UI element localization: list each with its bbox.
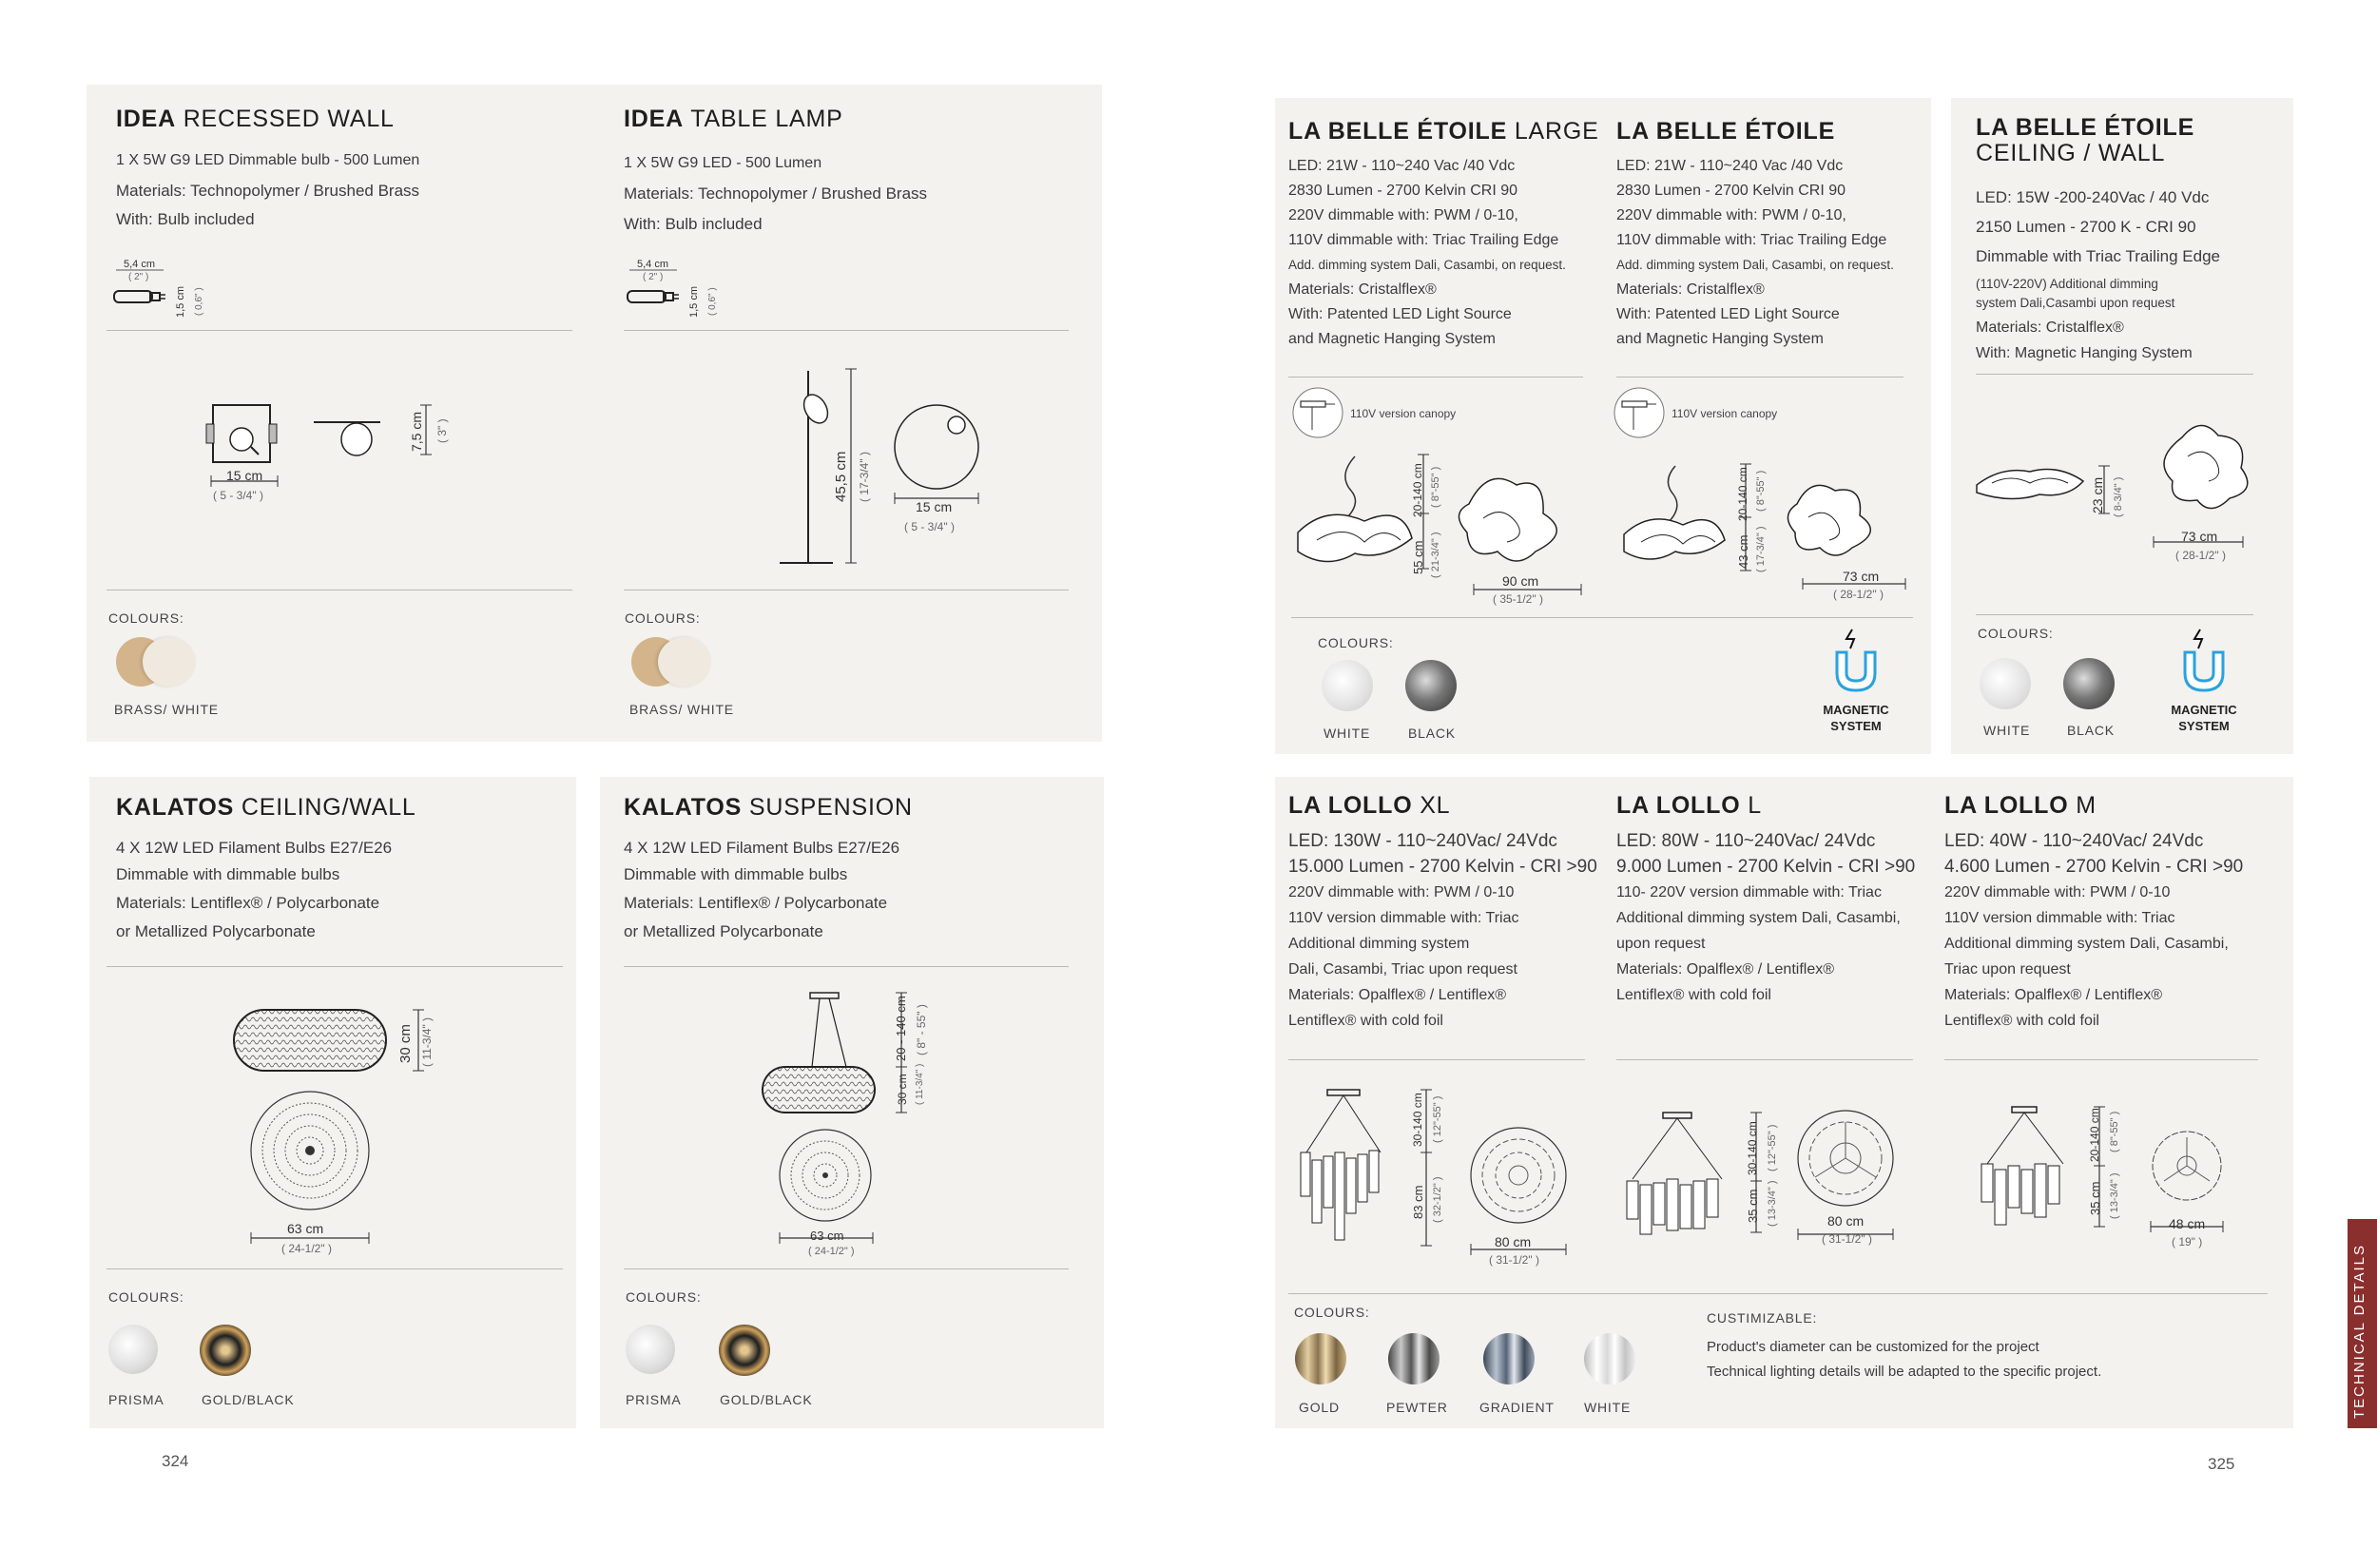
belle-magnetic-label: MAGNETIC SYSTEM xyxy=(1823,703,1889,733)
idea-table-specs: 1 X 5W G9 LED - 500 Lumen Materials: Technopolymer / Brushed Brass With: Bulb included xyxy=(624,155,928,233)
idea-table-dim-w: 15 cm xyxy=(916,499,953,514)
belle-specs: LED: 21W - 110~240 Vac /40 Vdc 2830 Lumen - 2700 Kelvin CRI 90 220V dimmable with: PWM / 0-10, 110V dimmable with: Triac Trailing Edge Add. dimming system Dali, Casambi, on request. Materials: Cristalflex® With: Patented LED Light Source and Magnetic Hanging System xyxy=(1616,158,1894,347)
belle-wall-rule-top xyxy=(1976,374,2253,375)
idea-recessed-colours-label: COLOURS: xyxy=(108,610,184,626)
gold-black-swatch[interactable] xyxy=(719,1325,770,1376)
lollo-l-rule-top xyxy=(1616,1059,1913,1060)
idea-table-bulb-h: 1,5 cm xyxy=(688,285,700,318)
lollo-xl-dim-h-in: ( 32-1/2" ) xyxy=(1432,1176,1443,1223)
idea-recessed-dim-w-in: ( 5 - 3/4" ) xyxy=(213,489,263,502)
magnet-icon xyxy=(2181,628,2227,694)
lollo-m-dim-h-in: ( 13-3/4" ) xyxy=(2109,1172,2120,1219)
belle-wall-rule-bottom xyxy=(1976,614,2253,615)
idea-recessed-dim-h-in: ( 3" ) xyxy=(435,418,449,443)
white-swatch[interactable] xyxy=(1322,660,1373,711)
kalatos-suspension-rule-bottom xyxy=(624,1268,1069,1269)
lollo-rule-bottom xyxy=(1288,1293,2268,1294)
page-number-right: 325 xyxy=(2208,1455,2235,1473)
lollo-m-dim-cable-in: ( 8"-55" ) xyxy=(2109,1111,2120,1152)
white-swatch[interactable] xyxy=(1584,1333,1635,1384)
kalatos-suspension-specs: 4 X 12W LED Filament Bulbs E27/E26 Dimmable with dimmable bulbs Materials: Lentiflex® / Polycarbonate or Metallized Polycarbonate xyxy=(624,839,900,940)
belle-wall-colours-label: COLOURS: xyxy=(1978,626,2054,641)
lollo-xl-dim-w: 80 cm xyxy=(1495,1234,1532,1249)
idea-recessed-rule-top xyxy=(106,330,572,331)
belle-large-dim-cable-in: ( 8"-55" ) xyxy=(1430,466,1441,508)
lollo-colours-label: COLOURS: xyxy=(1294,1305,1370,1320)
lollo-colour-4: WHITE xyxy=(1584,1400,1632,1415)
lollo-l-dim-h: 35 cm xyxy=(1746,1189,1760,1223)
idea-table-rule-top xyxy=(624,330,1069,331)
kalatos-ceiling-dim-w-in: ( 24-1/2" ) xyxy=(281,1242,332,1255)
belle-wall-colour-2: BLACK xyxy=(2067,723,2115,738)
kalatos-suspension-colours-label: COLOURS: xyxy=(626,1289,702,1305)
pewter-swatch[interactable] xyxy=(1388,1333,1440,1384)
lollo-m-dim-w-in: ( 19" ) xyxy=(2172,1235,2203,1249)
belle-large-dim-w: 90 cm xyxy=(1502,573,1539,589)
kalatos-ceiling-colour-1: PRISMA xyxy=(108,1392,164,1407)
belle-dim-w: 73 cm xyxy=(1843,569,1880,584)
kalatos-ceiling-dim-h: 30 cm xyxy=(397,1024,414,1063)
idea-recessed-bulb-w-in: ( 2" ) xyxy=(128,272,149,282)
idea-table-bulb-w: 5,4 cm xyxy=(637,259,669,270)
belle-wall-magnetic-label: MAGNETIC SYSTEM xyxy=(2171,703,2237,733)
belle-canopy-label: 110V version canopy xyxy=(1672,407,1778,420)
idea-table-title: IDEA TABLE LAMP xyxy=(624,106,843,132)
lollo-xl-dim-cable-in: ( 12"-55" ) xyxy=(1432,1095,1443,1143)
idea-recessed-dim-h: 7,5 cm xyxy=(409,411,424,452)
lollo-m-dim-h: 35 cm xyxy=(2088,1181,2102,1215)
idea-recessed-specs: 1 X 5W G9 LED Dimmable bulb - 500 Lumen Materials: Technopolymer / Brushed Brass With: Bulb included xyxy=(116,152,420,228)
belle-rule-bottom xyxy=(1291,617,1913,618)
lollo-l-dim-cable: 30-140 cm xyxy=(1746,1121,1759,1175)
idea-table-bulb-h-in: ( 0,6" ) xyxy=(707,287,718,316)
belle-colour-1: WHITE xyxy=(1324,726,1371,741)
lollo-m-specs: LED: 40W - 110~240Vac/ 24Vdc 4.600 Lumen - 2700 Kelvin - CRI >90 220V dimmable with: PWM / 0-10 110V version dimmable with: Triac Additional dimming system Dali, Casambi, Triac upon request Materials: Opalflex® / Lentiflex® Lentiflex® with cold foil xyxy=(1944,831,2244,1029)
belle-wall-dim-h-in: ( 8-3/4" ) xyxy=(2113,476,2124,517)
kalatos-suspension-dim-cable-in: ( 8" - 55" ) xyxy=(915,1004,928,1055)
customizable-text: Product's diameter can be customized for the project Technical lighting details will be adapted to the specific project. xyxy=(1707,1339,2102,1380)
lollo-xl-dim-h: 83 cm xyxy=(1411,1185,1425,1219)
idea-recessed-bulb-w: 5,4 cm xyxy=(124,259,156,270)
belle-title: LA BELLE ÉTOILE xyxy=(1616,118,1836,145)
magnet-icon xyxy=(1833,628,1879,694)
prisma-swatch[interactable] xyxy=(108,1325,158,1374)
kalatos-ceiling-colour-2: GOLD/BLACK xyxy=(202,1392,295,1407)
kalatos-suspension-dim-w-in: ( 24-1/2" ) xyxy=(808,1246,855,1257)
lollo-m-dim-cable: 20-140 cm xyxy=(2088,1108,2101,1162)
idea-table-colours-label: COLOURS: xyxy=(625,610,701,626)
kalatos-suspension-rule-top xyxy=(624,966,1069,967)
gradient-swatch[interactable] xyxy=(1483,1333,1535,1384)
idea-table-bulb-w-in: ( 2" ) xyxy=(643,272,664,282)
belle-colour-2: BLACK xyxy=(1408,726,1456,741)
belle-dim-cable: 20-140 cm xyxy=(1736,467,1749,521)
kalatos-suspension-dim-h-in: ( 11-3/4" ) xyxy=(915,1063,925,1105)
lollo-m-rule-top xyxy=(1944,1059,2258,1060)
idea-recessed-bulb-h-in: ( 0,6" ) xyxy=(194,287,204,316)
lollo-l-dim-w: 80 cm xyxy=(1827,1213,1865,1229)
kalatos-ceiling-dim-w: 63 cm xyxy=(287,1221,324,1236)
canopy-icon xyxy=(1613,386,1666,439)
idea-table-colour-name: BRASS/ WHITE xyxy=(629,702,734,717)
lollo-xl-specs: LED: 130W - 110~240Vac/ 24Vdc 15.000 Lumen - 2700 Kelvin - CRI >90 220V dimmable with: PWM / 0-10 110V version dimmable with: Triac Additional dimming system Dali, Casambi, Triac upon request Materials: Opalflex® / Lentiflex® Lentiflex® with cold foil xyxy=(1288,831,1597,1029)
lollo-l-dim-w-in: ( 31-1/2" ) xyxy=(1822,1232,1872,1246)
belle-wall-specs: LED: 15W -200-240Vac / 40 Vdc 2150 Lumen - 2700 K - CRI 90 Dimmable with Triac Trailing Edge (110V-220V) Additional dimming system Dali,Casambi upon request Materials: Cristalflex® With: Magnetic Hanging System xyxy=(1976,188,2220,361)
kalatos-suspension-colour-2: GOLD/BLACK xyxy=(720,1392,813,1407)
white-swatch[interactable] xyxy=(658,637,711,687)
kalatos-ceiling-dim-h-in: ( 11-3/4" ) xyxy=(420,1016,434,1067)
lollo-xl-dim-w-in: ( 31-1/2" ) xyxy=(1489,1253,1539,1267)
prisma-swatch[interactable] xyxy=(626,1325,675,1374)
idea-table-dim-h: 45,5 cm xyxy=(833,451,849,502)
lollo-colour-3: GRADIENT xyxy=(1479,1400,1555,1415)
lollo-xl-dim-cable: 30-140 cm xyxy=(1411,1093,1424,1147)
kalatos-ceiling-specs: 4 X 12W LED Filament Bulbs E27/E26 Dimmable with dimmable bulbs Materials: Lentiflex® / Polycarbonate or Metallized Polycarbonate xyxy=(116,839,393,940)
idea-recessed-bulb-drawing xyxy=(112,268,169,316)
belle-large-canopy-label: 110V version canopy xyxy=(1350,407,1457,420)
idea-table-bulb-drawing xyxy=(626,268,683,316)
kalatos-suspension-dim-h: 30 cm xyxy=(896,1074,909,1105)
belle-wall-dim-w: 73 cm xyxy=(2181,529,2218,544)
belle-large-title: LA BELLE ÉTOILE LARGE xyxy=(1288,118,1599,145)
idea-table-drawing xyxy=(770,361,989,575)
belle-wall-colour-1: WHITE xyxy=(1983,723,2031,738)
kalatos-suspension-dim-w: 63 cm xyxy=(810,1229,844,1243)
gold-swatch[interactable] xyxy=(1295,1333,1346,1384)
black-swatch[interactable] xyxy=(2063,658,2115,709)
idea-recessed-colour-name: BRASS/ WHITE xyxy=(114,702,219,717)
lollo-colour-2: PEWTER xyxy=(1386,1400,1448,1415)
belle-large-dim-h-in: ( 21-3/4" ) xyxy=(1430,532,1441,578)
belle-dim-cable-in: ( 8"-55" ) xyxy=(1755,470,1767,512)
lollo-xl-title: LA LOLLO XL xyxy=(1288,792,1451,819)
kalatos-suspension-title: KALATOS SUSPENSION xyxy=(624,794,913,821)
kalatos-suspension-dim-cable: 20 - 140 cm xyxy=(894,996,908,1061)
black-swatch[interactable] xyxy=(1405,660,1457,711)
lollo-m-dim-w: 48 cm xyxy=(2169,1216,2206,1231)
white-swatch[interactable] xyxy=(143,637,196,687)
gold-black-swatch[interactable] xyxy=(200,1325,251,1376)
belle-dim-h: 43 cm xyxy=(1736,534,1750,569)
lollo-m-title: LA LOLLO M xyxy=(1944,792,2097,819)
lollo-colour-1: GOLD xyxy=(1299,1400,1340,1415)
technical-details-tab[interactable]: TECHNICAL DETAILS xyxy=(2348,1219,2377,1428)
belle-large-dim-cable: 20-140 cm xyxy=(1411,463,1424,517)
belle-wall-title: LA BELLE ÉTOILE CEILING / WALL xyxy=(1976,114,2195,166)
idea-table-dim-w-in: ( 5 - 3/4" ) xyxy=(904,520,955,533)
lollo-l-specs: LED: 80W - 110~240Vac/ 24Vdc 9.000 Lumen - 2700 Kelvin - CRI >90 110- 220V version dimmable with: Triac Additional dimming system Dali, Casambi, upon request Materials: Opalflex® / Lentiflex® Lentiflex® with cold foil xyxy=(1616,831,1916,1003)
belle-large-dim-w-in: ( 35-1/2" ) xyxy=(1493,592,1543,606)
canopy-icon xyxy=(1291,386,1344,439)
customizable-label: CUSTIMIZABLE: xyxy=(1707,1310,1818,1326)
belle-drawing xyxy=(1616,456,1921,609)
kalatos-ceiling-title: KALATOS CEILING/WALL xyxy=(116,794,416,821)
belle-wall-dim-w-in: ( 28-1/2" ) xyxy=(2175,549,2226,562)
belle-large-specs: LED: 21W - 110~240 Vac /40 Vdc 2830 Lumen - 2700 Kelvin CRI 90 220V dimmable with: PWM / 0-10, 110V dimmable with: Triac Trailing Edge Add. dimming system Dali, Casambi, on request. Materials: Cristalflex® With: Patented LED Light Source and Magnetic Hanging System xyxy=(1288,158,1566,347)
belle-colours-label: COLOURS: xyxy=(1318,635,1394,650)
idea-recessed-dim-w: 15 cm xyxy=(226,468,263,483)
lollo-l-dim-h-in: ( 13-3/4" ) xyxy=(1767,1180,1778,1227)
idea-table-dim-h-in: ( 17-3/4" ) xyxy=(858,452,871,502)
page-number-left: 324 xyxy=(162,1452,189,1470)
kalatos-ceiling-rule-top xyxy=(106,966,563,967)
belle-wall-dim-h: 23 cm xyxy=(2090,476,2105,513)
kalatos-ceiling-colours-label: COLOURS: xyxy=(108,1289,184,1305)
lollo-l-title: LA LOLLO L xyxy=(1616,792,1762,819)
belle-large-dim-h: 55 cm xyxy=(1411,540,1425,574)
belle-dim-w-in: ( 28-1/2" ) xyxy=(1833,588,1884,601)
lollo-l-dim-cable-in: ( 12"-55" ) xyxy=(1767,1124,1778,1171)
lollo-xl-rule-top xyxy=(1288,1059,1585,1060)
kalatos-ceiling-rule-bottom xyxy=(106,1268,563,1269)
kalatos-suspension-colour-1: PRISMA xyxy=(626,1392,682,1407)
idea-recessed-bulb-h: 1,5 cm xyxy=(175,285,186,318)
idea-recessed-title: IDEA RECESSED WALL xyxy=(116,106,395,132)
belle-dim-h-in: ( 17-3/4" ) xyxy=(1755,526,1767,572)
white-swatch[interactable] xyxy=(1980,658,2031,709)
